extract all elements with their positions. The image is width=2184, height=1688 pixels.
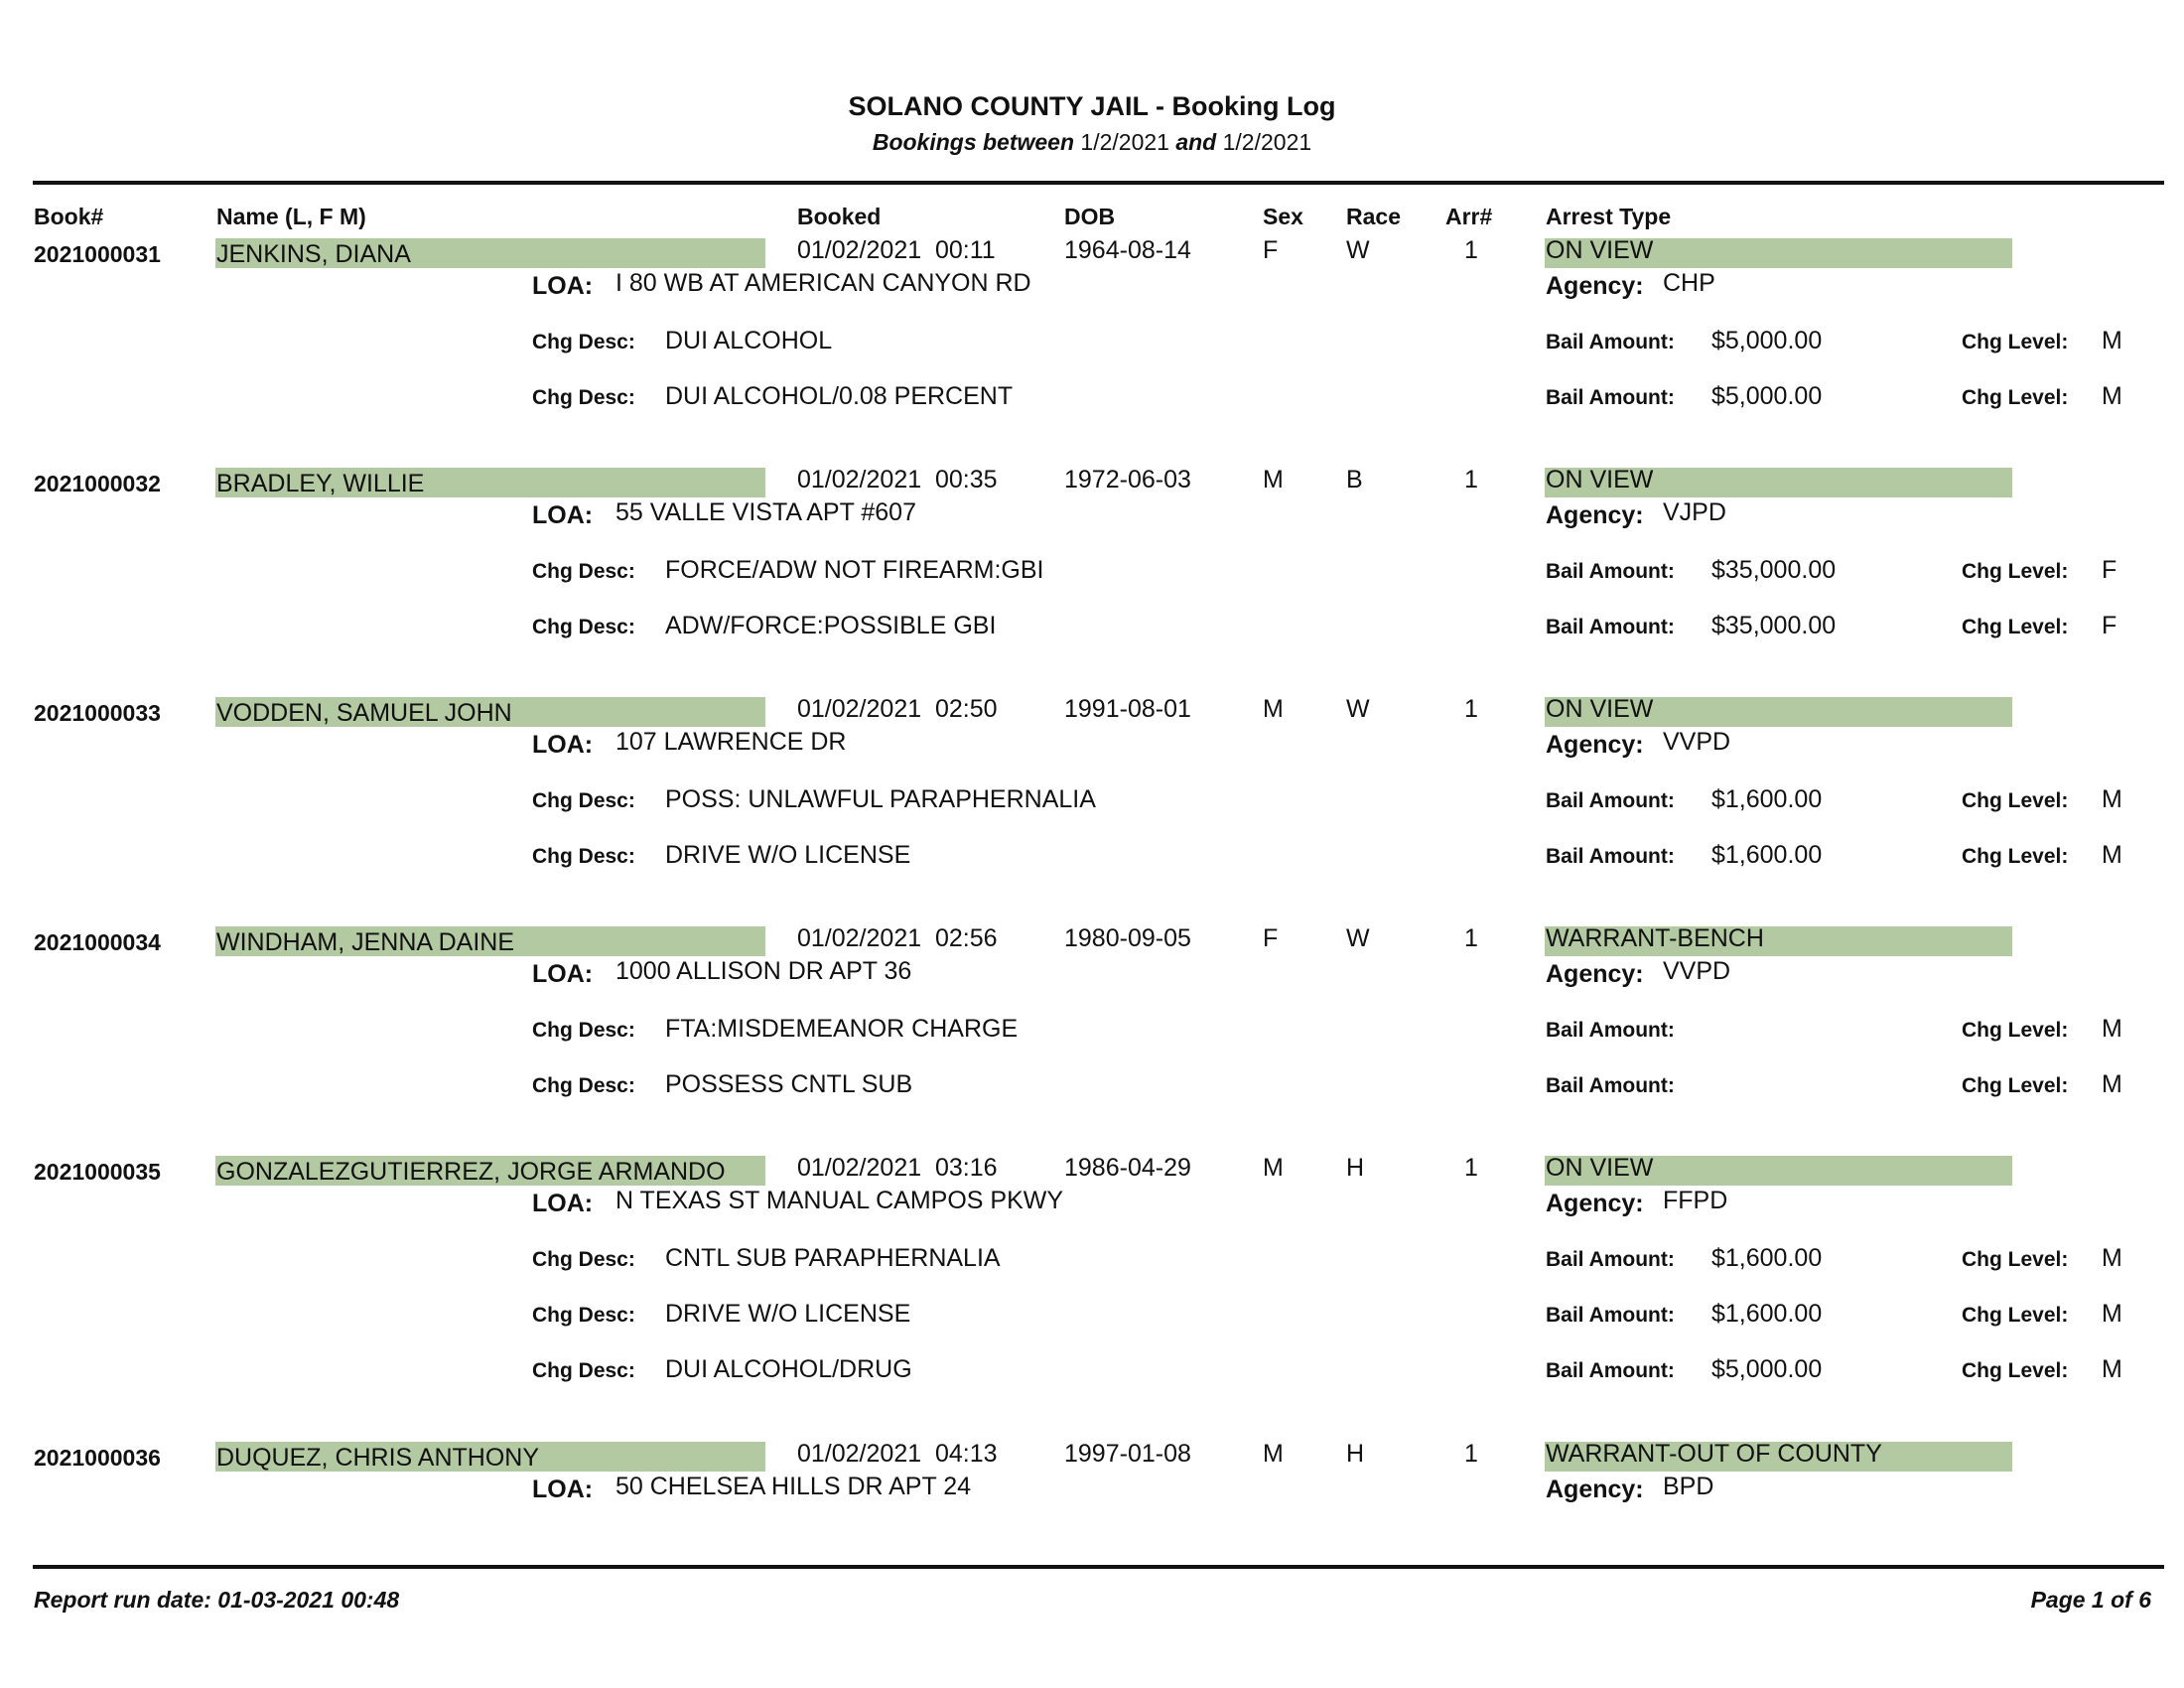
- loa-label: LOA:: [532, 960, 594, 988]
- booked-time: 00:11: [935, 236, 996, 264]
- chg-level-label: Chg Level:: [1962, 616, 2069, 638]
- bail-amount-label: Bail Amount:: [1546, 1248, 1675, 1271]
- agency-label: Agency:: [1546, 1190, 1644, 1217]
- arrest-type: ON VIEW: [1546, 466, 1654, 493]
- chg-level-value: M: [2102, 1015, 2122, 1043]
- booked-time: 02:50: [935, 695, 998, 723]
- arrest-type: ON VIEW: [1546, 1154, 1654, 1182]
- chg-level-value: F: [2102, 556, 2117, 584]
- chg-level-value: M: [2102, 382, 2122, 410]
- chg-desc-value: DRIVE W/O LICENSE: [665, 841, 911, 869]
- chg-level-value: M: [2102, 1355, 2122, 1383]
- chg-desc-value: CNTL SUB PARAPHERNALIA: [665, 1244, 1001, 1272]
- inmate-name: VODDEN, SAMUEL JOHN: [216, 699, 512, 727]
- col-race: Race: [1346, 204, 1401, 229]
- col-arrest-type: Arrest Type: [1546, 204, 1672, 229]
- chg-desc-value: FTA:MISDEMEANOR CHARGE: [665, 1015, 1019, 1043]
- chg-desc-label: Chg Desc:: [532, 789, 635, 812]
- race: W: [1346, 236, 1370, 264]
- arrest-number: 1: [1464, 1154, 1478, 1182]
- chg-desc-value: DUI ALCOHOL: [665, 327, 833, 354]
- agency-label: Agency:: [1546, 1476, 1644, 1503]
- inmate-name: BRADLEY, WILLIE: [216, 470, 425, 497]
- booked-date: 01/02/2021: [797, 466, 922, 493]
- inmate-name: JENKINS, DIANA: [216, 240, 411, 268]
- col-sex: Sex: [1263, 204, 1303, 229]
- race: H: [1346, 1154, 1365, 1182]
- arrest-number: 1: [1464, 695, 1478, 723]
- sex: F: [1263, 924, 1279, 952]
- sex: F: [1263, 236, 1279, 264]
- loa-value: 107 LAWRENCE DR: [615, 728, 847, 756]
- bail-amount-label: Bail Amount:: [1546, 1074, 1675, 1097]
- chg-level-label: Chg Level:: [1962, 845, 2069, 868]
- report-subtitle: [0, 129, 2184, 156]
- sex: M: [1263, 695, 1284, 723]
- end-date: 1/2/2021: [1222, 129, 1312, 155]
- bail-amount-label: Bail Amount:: [1546, 789, 1675, 812]
- arrest-type: ON VIEW: [1546, 695, 1654, 723]
- booked-date: 01/02/2021: [797, 1440, 922, 1468]
- chg-level-label: Chg Level:: [1962, 1019, 2069, 1042]
- sex: M: [1263, 466, 1284, 493]
- chg-desc-label: Chg Desc:: [532, 1248, 635, 1271]
- booked-time: 00:35: [935, 466, 998, 493]
- loa-label: LOA:: [532, 1476, 594, 1503]
- bail-amount-label: Bail Amount:: [1546, 1019, 1675, 1042]
- page-number: Page 1 of 6: [2030, 1587, 2151, 1613]
- report-run-date: Report run date: 01-03-2021 00:48: [34, 1587, 400, 1613]
- chg-desc-value: ADW/FORCE:POSSIBLE GBI: [665, 612, 997, 639]
- bottom-rule: [33, 1565, 2164, 1569]
- bail-amount-value: $5,000.00: [1711, 382, 1823, 410]
- agency-value: CHP: [1663, 269, 1715, 297]
- subtitle-and: and: [1175, 129, 1217, 155]
- chg-desc-label: Chg Desc:: [532, 1019, 635, 1042]
- chg-level-label: Chg Level:: [1962, 789, 2069, 812]
- bail-amount-value: $1,600.00: [1711, 1244, 1823, 1272]
- loa-value: 55 VALLE VISTA APT #607: [615, 498, 916, 526]
- agency-value: VVPD: [1663, 957, 1731, 985]
- col-booked: Booked: [797, 204, 882, 229]
- booked-date: 01/02/2021: [797, 236, 922, 264]
- chg-desc-label: Chg Desc:: [532, 560, 635, 583]
- dob: 1997-01-08: [1064, 1440, 1191, 1468]
- col-arr: Arr#: [1445, 204, 1493, 229]
- chg-level-value: M: [2102, 785, 2122, 813]
- bail-amount-value: $1,600.00: [1711, 785, 1823, 813]
- arrest-type: WARRANT-OUT OF COUNTY: [1546, 1440, 1882, 1468]
- bail-amount-label: Bail Amount:: [1546, 845, 1675, 868]
- dob: 1964-08-14: [1064, 236, 1191, 264]
- chg-level-value: M: [2102, 327, 2122, 354]
- bail-amount-label: Bail Amount:: [1546, 1359, 1675, 1382]
- chg-level-value: M: [2102, 841, 2122, 869]
- book-number: 2021000033: [34, 700, 161, 726]
- booked-time: 03:16: [935, 1154, 998, 1182]
- sex: M: [1263, 1440, 1284, 1468]
- bail-amount-value: $5,000.00: [1711, 1355, 1823, 1383]
- bail-amount-label: Bail Amount:: [1546, 386, 1675, 409]
- booked-date: 01/02/2021: [797, 695, 922, 723]
- loa-label: LOA:: [532, 731, 594, 759]
- agency-label: Agency:: [1546, 501, 1644, 529]
- chg-desc-value: POSS: UNLAWFUL PARAPHERNALIA: [665, 785, 1096, 813]
- chg-level-label: Chg Level:: [1962, 331, 2069, 353]
- chg-desc-value: FORCE/ADW NOT FIREARM:GBI: [665, 556, 1044, 584]
- book-number: 2021000036: [34, 1445, 161, 1471]
- loa-label: LOA:: [532, 272, 594, 300]
- subtitle-prefix: Bookings between: [872, 129, 1075, 155]
- arrest-number: 1: [1464, 1440, 1478, 1468]
- bail-amount-label: Bail Amount:: [1546, 331, 1675, 353]
- start-date: 1/2/2021: [1080, 129, 1169, 155]
- arrest-number: 1: [1464, 236, 1478, 264]
- bail-amount-label: Bail Amount:: [1546, 560, 1675, 583]
- loa-value: 50 CHELSEA HILLS DR APT 24: [615, 1473, 972, 1500]
- col-name: Name (L, F M): [216, 204, 366, 229]
- col-dob: DOB: [1064, 204, 1116, 229]
- agency-value: VVPD: [1663, 728, 1731, 756]
- bail-amount-value: $35,000.00: [1711, 556, 1837, 584]
- chg-level-label: Chg Level:: [1962, 386, 2069, 409]
- chg-desc-label: Chg Desc:: [532, 1304, 635, 1327]
- inmate-name: DUQUEZ, CHRIS ANTHONY: [216, 1444, 540, 1472]
- chg-level-label: Chg Level:: [1962, 1074, 2069, 1097]
- booked-date: 01/02/2021: [797, 924, 922, 952]
- dob: 1986-04-29: [1064, 1154, 1191, 1182]
- dob: 1991-08-01: [1064, 695, 1191, 723]
- arrest-type: ON VIEW: [1546, 236, 1654, 264]
- top-rule: [33, 181, 2164, 185]
- chg-desc-label: Chg Desc:: [532, 1359, 635, 1382]
- col-book: Book#: [34, 204, 104, 229]
- agency-label: Agency:: [1546, 731, 1644, 759]
- chg-desc-label: Chg Desc:: [532, 616, 635, 638]
- agency-label: Agency:: [1546, 272, 1644, 300]
- agency-label: Agency:: [1546, 960, 1644, 988]
- loa-label: LOA:: [532, 501, 594, 529]
- loa-value: N TEXAS ST MANUAL CAMPOS PKWY: [615, 1187, 1064, 1214]
- chg-desc-label: Chg Desc:: [532, 1074, 635, 1097]
- race: W: [1346, 695, 1370, 723]
- loa-value: I 80 WB AT AMERICAN CANYON RD: [615, 269, 1031, 297]
- report-title: SOLANO COUNTY JAIL - Booking Log: [848, 91, 1336, 121]
- bail-amount-label: Bail Amount:: [1546, 616, 1675, 638]
- loa-label: LOA:: [532, 1190, 594, 1217]
- chg-level-label: Chg Level:: [1962, 1359, 2069, 1382]
- book-number: 2021000031: [34, 241, 161, 267]
- bail-amount-value: $1,600.00: [1711, 841, 1823, 869]
- arrest-number: 1: [1464, 924, 1478, 952]
- race: W: [1346, 924, 1370, 952]
- book-number: 2021000035: [34, 1159, 161, 1185]
- chg-level-value: M: [2102, 1244, 2122, 1272]
- race: B: [1346, 466, 1363, 493]
- inmate-name: GONZALEZGUTIERREZ, JORGE ARMANDO: [216, 1158, 726, 1186]
- chg-level-label: Chg Level:: [1962, 560, 2069, 583]
- chg-desc-label: Chg Desc:: [532, 331, 635, 353]
- bail-amount-value: $5,000.00: [1711, 327, 1823, 354]
- arrest-type: WARRANT-BENCH: [1546, 924, 1764, 952]
- chg-level-label: Chg Level:: [1962, 1248, 2069, 1271]
- chg-desc-value: POSSESS CNTL SUB: [665, 1070, 913, 1098]
- bail-amount-label: Bail Amount:: [1546, 1304, 1675, 1327]
- arrest-number: 1: [1464, 466, 1478, 493]
- book-number: 2021000034: [34, 929, 161, 955]
- booked-date: 01/02/2021: [797, 1154, 922, 1182]
- inmate-name: WINDHAM, JENNA DAINE: [216, 928, 515, 956]
- agency-value: VJPD: [1663, 498, 1726, 526]
- booked-time: 04:13: [935, 1440, 998, 1468]
- race: H: [1346, 1440, 1365, 1468]
- loa-value: 1000 ALLISON DR APT 36: [615, 957, 912, 985]
- book-number: 2021000032: [34, 471, 161, 496]
- dob: 1980-09-05: [1064, 924, 1191, 952]
- chg-level-label: Chg Level:: [1962, 1304, 2069, 1327]
- chg-level-value: M: [2102, 1070, 2122, 1098]
- dob: 1972-06-03: [1064, 466, 1191, 493]
- agency-value: BPD: [1663, 1473, 1714, 1500]
- booked-time: 02:56: [935, 924, 998, 952]
- agency-value: FFPD: [1663, 1187, 1728, 1214]
- bail-amount-value: $35,000.00: [1711, 612, 1837, 639]
- chg-desc-value: DRIVE W/O LICENSE: [665, 1300, 911, 1328]
- chg-desc-value: DUI ALCOHOL/0.08 PERCENT: [665, 382, 1014, 410]
- bail-amount-value: $1,600.00: [1711, 1300, 1823, 1328]
- chg-desc-label: Chg Desc:: [532, 386, 635, 409]
- chg-desc-label: Chg Desc:: [532, 845, 635, 868]
- chg-level-value: M: [2102, 1300, 2122, 1328]
- chg-desc-value: DUI ALCOHOL/DRUG: [665, 1355, 912, 1383]
- sex: M: [1263, 1154, 1284, 1182]
- chg-level-value: F: [2102, 612, 2117, 639]
